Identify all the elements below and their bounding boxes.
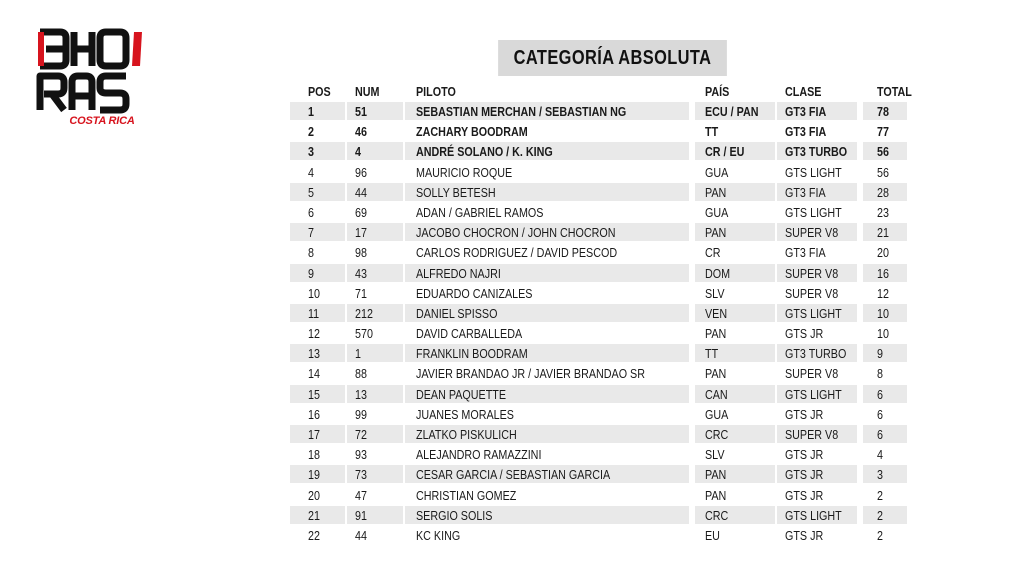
cell-piloto: DEAN PAQUETTE [405,385,689,403]
cell-piloto: SOLLY BETESH [405,183,689,201]
cell-num: 72 [347,425,403,443]
cell-num: 46 [355,125,367,140]
table-row [290,526,910,546]
cell-pais: PAN [695,465,775,483]
cell-pos: 14 [308,367,320,382]
cell-pos: 6 [308,205,314,220]
cell-num: 51 [347,102,403,120]
cell-pos: 11 [290,304,345,322]
cell-num: 98 [355,246,367,261]
cell-clase: GTS JR [785,488,824,503]
cell-total: 3 [863,465,907,483]
cell-pos: 13 [290,344,345,362]
cell-num: 212 [347,304,403,322]
cell-clase: SUPER V8 [777,264,857,282]
cell-pos: 3 [290,142,345,160]
cell-num: 17 [347,223,403,241]
table-row [290,364,910,384]
table-row [290,465,910,485]
cell-total: 2 [877,488,883,503]
cell-pos: 4 [308,165,314,180]
cell-clase: GTS LIGHT [785,165,842,180]
page-title: CATEGORÍA ABSOLUTA [498,40,727,76]
cell-clase: GT3 FIA [777,183,857,201]
cell-pais: DOM [695,264,775,282]
cell-pais: PAN [695,183,775,201]
cell-total: 10 [877,327,889,342]
cell-piloto: ZLATKO PISKULICH [405,425,689,443]
cell-piloto: CESAR GARCIA / SEBASTIAN GARCIA [405,465,689,483]
table-row [290,385,910,405]
table-row [290,102,910,122]
cell-total: 20 [877,246,889,261]
cell-num: 13 [347,385,403,403]
cell-total: 23 [877,205,889,220]
cell-num: 44 [355,528,367,543]
cell-pais: CAN [695,385,775,403]
logo-3horas [36,26,148,130]
cell-clase: GTS JR [785,448,824,463]
cell-clase: GTS LIGHT [785,205,842,220]
header-pais: PAÍS [705,85,730,99]
cell-piloto: JUANES MORALES [416,407,514,422]
table-row [290,344,910,364]
table-row [290,445,910,465]
cell-pos: 12 [308,327,320,342]
cell-pos: 2 [308,125,314,140]
cell-piloto: KC KING [416,528,461,543]
table-row [290,304,910,324]
table-row [290,264,910,284]
cell-piloto: ZACHARY BOODRAM [416,125,528,140]
standings-table [290,82,910,546]
cell-pais: EU [705,528,720,543]
cell-clase: GTS LIGHT [777,304,857,322]
cell-clase: GTS JR [785,528,824,543]
cell-total: 77 [877,125,889,140]
cell-pos: 22 [308,528,320,543]
cell-clase: SUPER V8 [785,367,839,382]
cell-num: 96 [355,165,367,180]
cell-num: 71 [355,286,367,301]
cell-piloto: EDUARDO CANIZALES [416,286,533,301]
cell-piloto: CHRISTIAN GOMEZ [416,488,517,503]
cell-total: 56 [863,142,907,160]
cell-pos: 10 [308,286,320,301]
cell-num: 69 [355,205,367,220]
cell-pos: 19 [290,465,345,483]
cell-pais: ECU / PAN [695,102,775,120]
header-clase: CLASE [785,85,822,99]
cell-pos: 15 [290,385,345,403]
cell-piloto: DANIEL SPISSO [405,304,689,322]
cell-piloto: SEBASTIAN MERCHAN / SEBASTIAN NG [405,102,689,120]
cell-pais: CR [705,246,721,261]
cell-pais: CRC [695,506,775,524]
cell-num: 73 [347,465,403,483]
cell-num: 47 [355,488,367,503]
cell-piloto: ALEJANDRO RAMAZZINI [416,448,542,463]
cell-num: 44 [347,183,403,201]
table-row [290,425,910,445]
table-row [290,142,910,162]
cell-num: 570 [355,327,373,342]
cell-clase: GTS JR [785,407,824,422]
cell-pais: PAN [705,327,727,342]
cell-total: 28 [863,183,907,201]
cell-total: 6 [863,385,907,403]
cell-num: 93 [355,448,367,463]
cell-pos: 16 [308,407,320,422]
cell-num: 4 [347,142,403,160]
table-row [290,405,910,425]
cell-total: 21 [863,223,907,241]
cell-total: 16 [863,264,907,282]
cell-pais: CR / EU [695,142,775,160]
table-row [290,203,910,223]
table-row [290,243,910,263]
cell-clase: GTS LIGHT [777,506,857,524]
logo-subtitle: COSTA RICA [69,115,135,127]
table-row [290,506,910,526]
cell-total: 8 [877,367,883,382]
cell-clase: SUPER V8 [785,286,839,301]
cell-clase: SUPER V8 [777,425,857,443]
cell-pos: 21 [290,506,345,524]
cell-pos: 9 [290,264,345,282]
header-num: NUM [355,85,380,99]
cell-piloto: ADAN / GABRIEL RAMOS [416,205,544,220]
cell-pais: SLV [705,448,725,463]
cell-total: 56 [877,165,889,180]
cell-pais: GUA [705,205,729,220]
cell-pais: TT [705,125,719,140]
header-pos: POS [308,85,331,99]
logo-3horas-mark [36,26,148,114]
cell-num: 91 [347,506,403,524]
cell-pais: PAN [695,223,775,241]
cell-pais: GUA [705,407,729,422]
cell-pais: GUA [705,165,729,180]
cell-total: 6 [863,425,907,443]
cell-total: 12 [877,286,889,301]
cell-pos: 1 [290,102,345,120]
cell-piloto: FRANKLIN BOODRAM [405,344,689,362]
cell-piloto: MAURICIO ROQUE [416,165,513,180]
cell-total: 2 [877,528,883,543]
cell-piloto: JAVIER BRANDAO JR / JAVIER BRANDAO SR [416,367,645,382]
table-row [290,163,910,183]
table-row [290,486,910,506]
table-row [290,183,910,203]
cell-pos: 17 [290,425,345,443]
cell-piloto: SERGIO SOLIS [405,506,689,524]
cell-pos: 5 [290,183,345,201]
cell-pos: 7 [290,223,345,241]
cell-piloto: ANDRÉ SOLANO / K. KING [405,142,689,160]
cell-total: 78 [863,102,907,120]
cell-piloto: DAVID CARBALLEDA [416,327,523,342]
cell-clase: SUPER V8 [777,223,857,241]
cell-num: 88 [355,367,367,382]
cell-clase: GT3 FIA [785,125,827,140]
cell-total: 10 [863,304,907,322]
cell-clase: GTS JR [777,465,857,483]
header-total: TOTAL [877,85,912,99]
cell-pais: PAN [705,367,727,382]
cell-piloto: JACOBO CHOCRON / JOHN CHOCRON [405,223,689,241]
cell-clase: GT3 TURBO [777,344,857,362]
table-header [290,82,910,102]
cell-pais: CRC [695,425,775,443]
table-row [290,223,910,243]
cell-clase: GTS LIGHT [777,385,857,403]
cell-clase: GT3 FIA [785,246,826,261]
cell-pos: 8 [308,246,314,261]
cell-clase: GTS JR [785,327,824,342]
cell-pos: 18 [308,448,320,463]
cell-num: 99 [355,407,367,422]
cell-num: 1 [347,344,403,362]
cell-pais: VEN [695,304,775,322]
cell-pais: PAN [705,488,727,503]
cell-clase: GT3 TURBO [777,142,857,160]
cell-total: 4 [877,448,883,463]
cell-piloto: CARLOS RODRIGUEZ / DAVID PESCOD [416,246,618,261]
table-row [290,284,910,304]
cell-total: 6 [877,407,883,422]
cell-pais: SLV [705,286,725,301]
cell-total: 2 [863,506,907,524]
cell-num: 43 [347,264,403,282]
cell-piloto: ALFREDO NAJRI [405,264,689,282]
table-row [290,324,910,344]
header-piloto: PILOTO [416,85,456,99]
cell-pais: TT [695,344,775,362]
cell-pos: 20 [308,488,320,503]
table-row [290,122,910,142]
cell-total: 9 [863,344,907,362]
cell-clase: GT3 FIA [777,102,857,120]
